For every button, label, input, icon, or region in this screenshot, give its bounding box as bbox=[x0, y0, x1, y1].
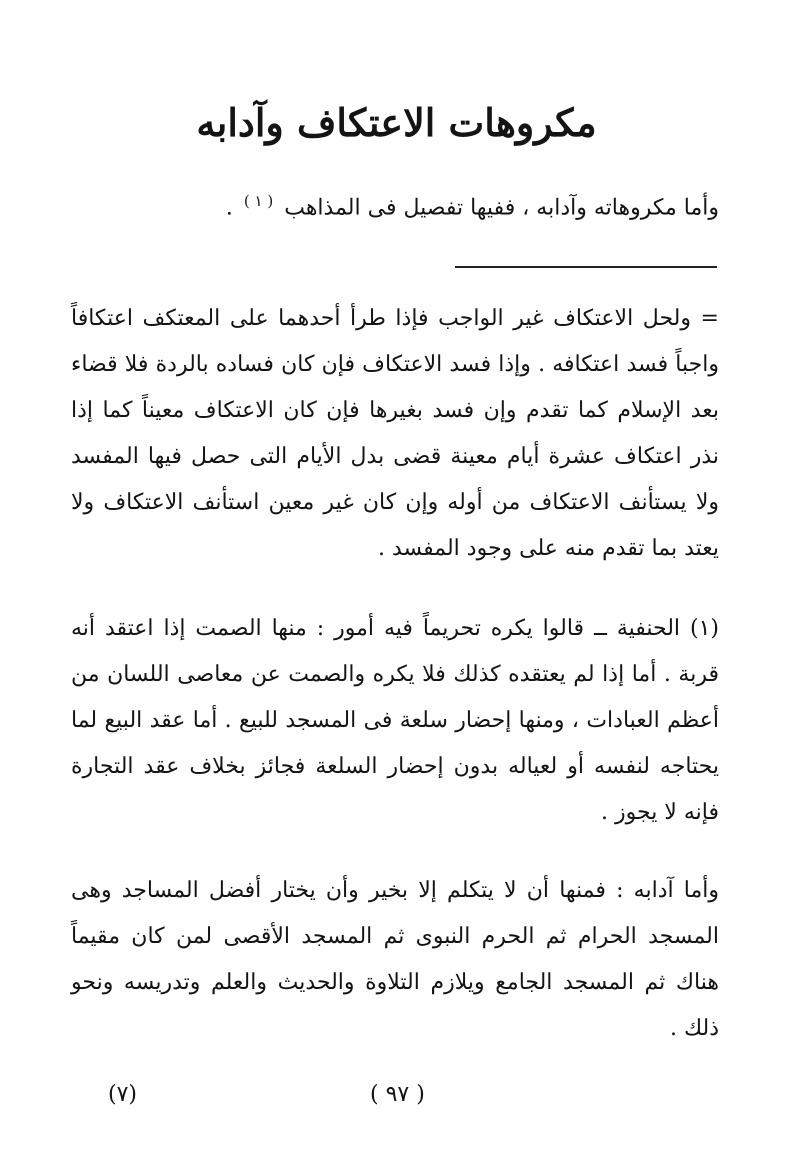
page-number: ( ٩٧ ) bbox=[370, 1082, 425, 1107]
intro-text: وأما مكروهاته وآدابه ، ففيها تفصيل فى المذاهب bbox=[284, 195, 719, 221]
signature-mark: (٧) bbox=[108, 1082, 138, 1107]
adab-section bbox=[71, 868, 719, 1052]
footnote-continuation bbox=[71, 296, 719, 572]
footnote-hanafi bbox=[71, 606, 719, 836]
page-title: مكروهات الاعتكاف وآدابه bbox=[196, 100, 597, 145]
footnote-divider bbox=[455, 266, 717, 268]
footnote-paragraph: (١) الحنفية ــ قالوا يكره تحريماً فيه أمور : منها الصمت إذا اعتقد أنه قربة . أما إذا لم يعتقده كذلك فلا يكره والصمت عن معاصى اللسان من أعظم العبادات ، ومنها إحضار سلعة فى المسجد للبيع . أما عقد البيع لما يحتاجه لنفسه أو لعياله بدون إحضار السلعة فجائز بخلاف عقد التجارة فإنه لا يجوز . bbox=[71, 616, 719, 825]
adab-paragraph: وأما آدابه : فمنها أن لا يتكلم إلا بخير وأن يختار أفضل المساجد وهى المسجد الحرام ثم الحرم النبوى ثم المسجد الأقصى لمن كان مقيماً هناك ثم المسجد الجامع ويلازم التلاوة والحديث والعلم وتدريسه ونحو ذلك . bbox=[71, 878, 719, 1041]
intro-end-mark: . bbox=[225, 195, 233, 221]
continuation-paragraph: = ولحل الاعتكاف غير الواجب فإذا طرأ أحدهما على المعتكف اعتكافاً واجباً فسد اعتكافه . وإذا فسد الاعتكاف فإن كان فساده بالردة فلا قضاء بعد الإسلام كما تقدم وإن فسد بغيرها فإن كان الاعتكاف معيناً كما إذا نذر اعتكاف عشرة أيام معينة قضى بدل الأيام التى حصل فيها المفسد ولا يستأنف الاعتكاف من أوله وإن كان غير معين استأنف الاعتكاف ولا يعتد بما تقدم منه على وجود المفسد . bbox=[71, 306, 719, 561]
footnote-reference: ( ١ ) bbox=[243, 192, 274, 210]
intro-line bbox=[79, 192, 719, 220]
